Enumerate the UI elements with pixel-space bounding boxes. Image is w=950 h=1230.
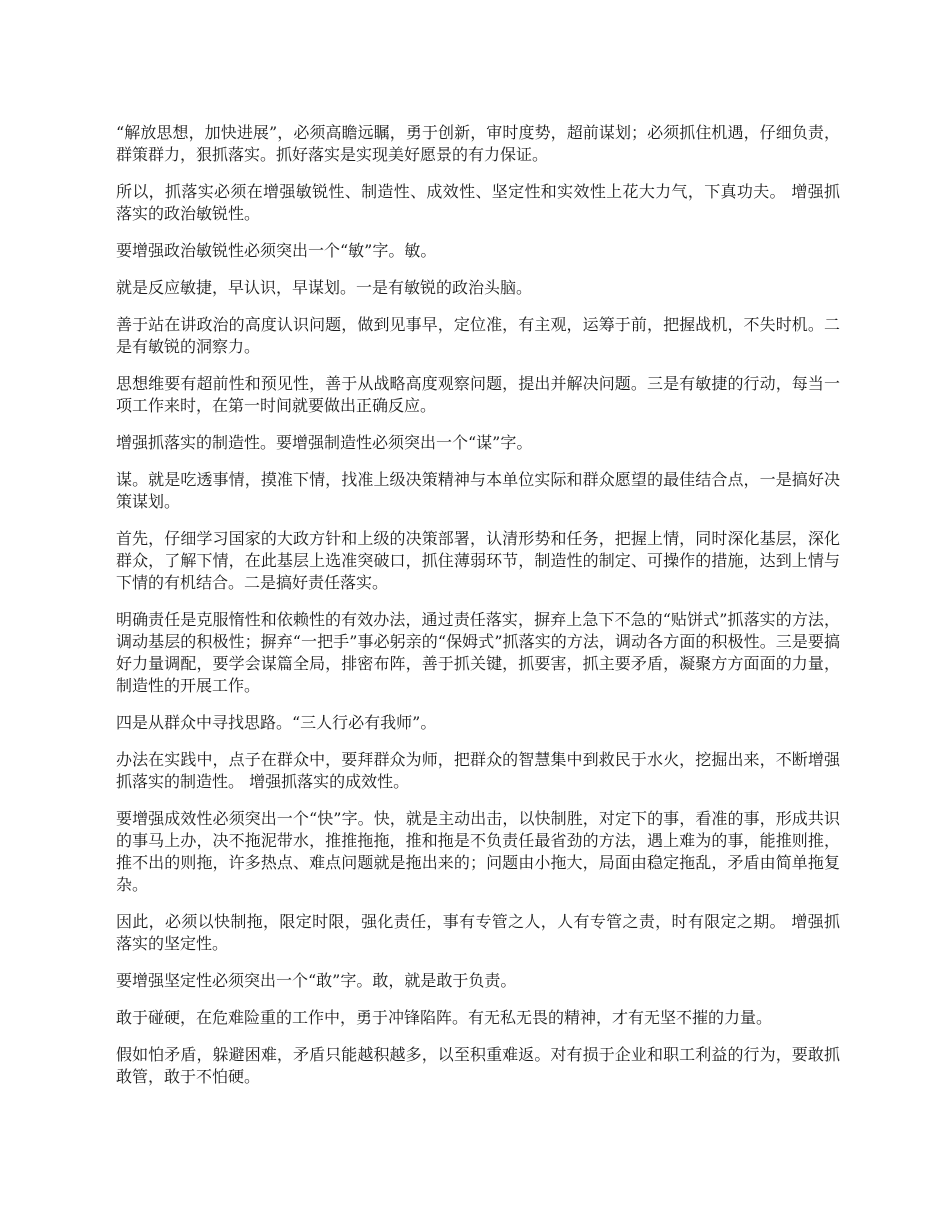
paragraph-9: 首先，仔细学习国家的大政方针和上级的决策部署，认清形势和任务，把握上情，同时深化基层，深化群众，了解下情，在此基层上选准突破口，抓住薄弱环节，制造性的制定、可操作的措施，达到上情与下情的有机结合。二是搞好责任落实。: [116, 529, 840, 592]
paragraph-2: 所以，抓落实必须在增强敏锐性、制造性、成效性、坚定性和实效性上花大力气，下真功夫。 增强抓落实的政治敏锐性。: [116, 182, 840, 223]
paragraph-6: 思想维要有超前性和预见性，善于从战略高度观察问题，提出并解决问题。三是有敏捷的行动，每当一项工作来时，在第一时间就要做出正确反应。: [116, 374, 840, 415]
paragraph-4: 就是反应敏捷，早认识，早谋划。一是有敏锐的政治头脑。: [116, 278, 533, 297]
paragraph-13: 要增强成效性必须突出一个“快”字。快，就是主动出击，以快制胜，对定下的事，看准的事，形成共识的事马上办，决不拖泥带水，推推拖拖，推和拖是不负责任最省劲的方法，遇上难为的事，能推则推，推不出的则拖，许多热点、难点问题就是拖出来的；问题由小拖大，局面由稳定拖乱，矛盾由简单拖复杂。: [116, 809, 840, 894]
paragraph-8: 谋。就是吃透事情，摸准下情，找准上级决策精神与本单位实际和群众愿望的最佳结合点，一是搞好决策谋划。: [116, 470, 840, 511]
paragraph-1: “解放思想，加快进展”，必须高瞻远瞩，勇于创新，审时度势，超前谋划；必须抓住机遇，仔细负责，群策群力，狠抓落实。抓好落实是实现美好愿景的有力保证。: [116, 123, 840, 164]
paragraph-7: 增强抓落实的制造性。要增强制造性必须突出一个“谋”字。: [116, 433, 533, 452]
paragraph-16: 敢于碰硬，在危难险重的工作中，勇于冲锋陷阵。有无私无畏的精神，才有无坚不摧的力量。: [116, 1008, 773, 1027]
paragraph-5: 善于站在讲政治的高度认识问题，做到见事早，定位准，有主观，运筹于前，把握战机，不失时机。二是有敏锐的洞察力。: [116, 315, 840, 356]
paragraph-3: 要增强政治敏锐性必须突出一个“敏”字。敏。: [116, 241, 437, 260]
paragraph-11: 四是从群众中寻找思路。“三人行必有我师”。: [116, 713, 437, 732]
paragraph-17: 假如怕矛盾，躲避困难，矛盾只能越积越多，以至积重难返。对有损于企业和职工利益的行为，要敢抓敢管，敢于不怕硬。: [116, 1045, 840, 1086]
paragraph-10: 明确责任是克服惰性和依赖性的有效办法，通过责任落实，摒弃上急下不急的“贴饼式”抓落实的方法，调动基层的积极性；摒弃“一把手”事必躬亲的“保姆式”抓落实的方法，调动各方面的积极性。三是要搞好力量调配，要学会谋篇全局，排密布阵，善于抓关键，抓要害，抓主要矛盾，凝聚方方面面的力量，制造性的开展工作。: [116, 610, 840, 695]
paragraph-14: 因此，必须以快制拖，限定时限，强化责任，事有专管之人，人有专管之责，时有限定之期。 增强抓落实的坚定性。: [116, 912, 840, 953]
document-body: [116, 122, 840, 1103]
paragraph-15: 要增强坚定性必须突出一个“敢”字。敢，就是敢于负责。: [116, 971, 517, 990]
paragraph-12: 办法在实践中，点子在群众中，要拜群众为师，把群众的智慧集中到救民于水火，挖掘出来，不断增强抓落实的制造性。 增强抓落实的成效性。: [116, 750, 840, 791]
